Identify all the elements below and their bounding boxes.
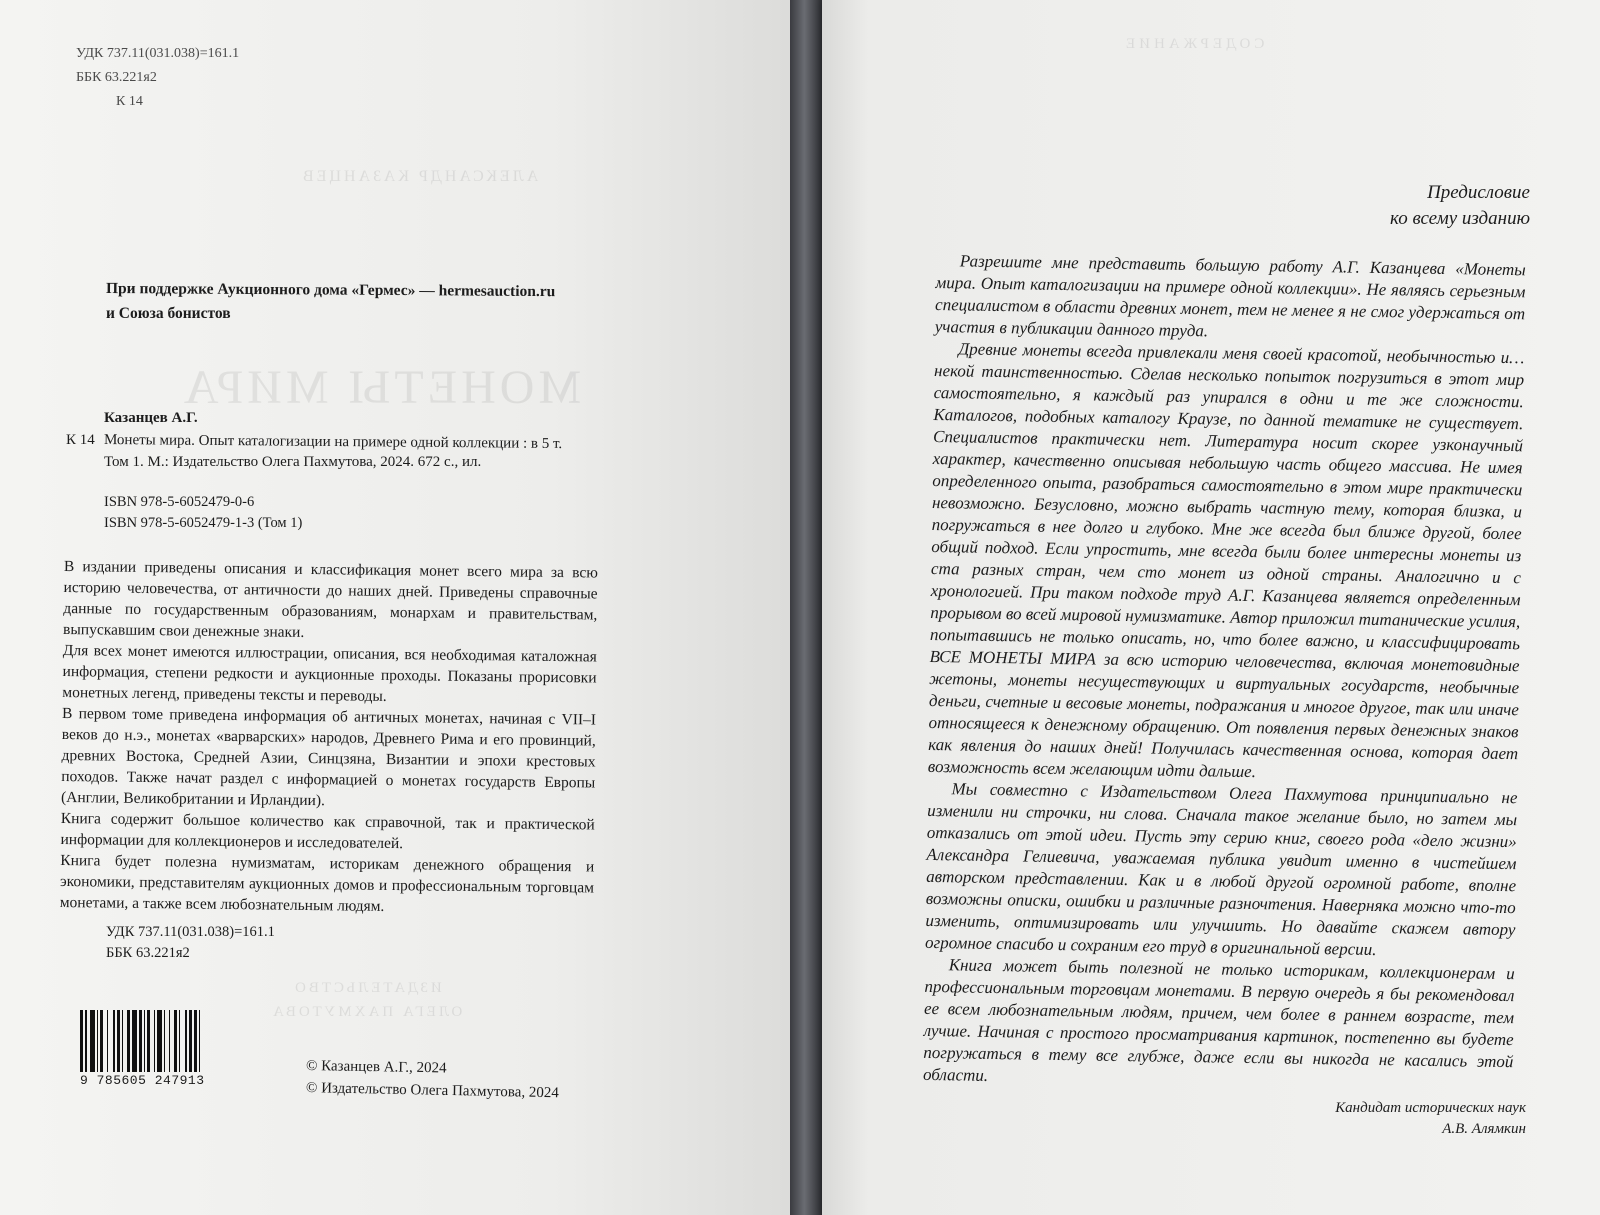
annotation — [60, 556, 598, 919]
copyright-1: © Казанцев А.Г., 2024 — [305, 1058, 447, 1077]
author: Казанцев А.Г. — [104, 410, 198, 426]
heading-line-2: ко всему изданию — [1390, 208, 1530, 229]
isbn-1: ISBN 978-5-6052479-0-6 — [104, 494, 255, 510]
udk-bottom: УДК 737.11(031.038)=161.1 — [106, 924, 275, 940]
preface-paragraph: Разрешите мне представить большую работу А.Г. Казанцева «Монеты мира. Опыт каталогизации на примере одной коллекции». Не являясь серьезным специалистом в области древних монет, тем не менее я не смог удержаться от участия в публикации данного труда. — [934, 251, 1526, 341]
heading-line-1: Предисловие — [1427, 182, 1530, 203]
right-page — [822, 0, 1600, 1215]
preface-paragraph: Древние монеты всегда привлекали меня своей красотой, необычностью и… некой таинственностью. Сделав несколько попыток погрузиться в этот мир самостоятельно, я каждый раз упирался в одни и те же сложности. Каталогов, подобных каталогу Краузе, по данной тематике не существует. Специалистов практически нет. Литература носит скорее узконаучный характер, качественно описывая небольшую часть общего массива. Не имея определенного опыта, разобраться самостоятельно в этом мире практически невозможно. Безусловно, можно выбрать частную тему, которая близка, и погружаться в нее долго и глубоко. Мне же всегда был ближе другой, более общий подход. Если упростить, мне всегда были более интересны монеты из ста разных стран, чем сто монет из одной страны. Аналогично и с хронологией. При таком подходе труд А.Г. Казанцева является определенным прорывом во всей мировой нумизматике. Автор приложил титанические усилия, попытавшись не только описать, но, что более важно, и классифицировать ВСЕ МОНЕТЫ МИРА за всю историю человечества, включая монетовидные жетоны, монеты несуществующих и виртуальных государств, необычные деньги, счетные и весовые монеты, подражания и многое другое, так или иначе относящееся к денежному обращению. От появления первых денежных знаков как явления до наших дней! Получилась качественная основа, которая дает возможность всем желающим идти дальше. — [927, 339, 1525, 782]
annotation-paragraph: В первом томе приведена информация об античных монетах, начиная с VII–I веков до н.э., монетах «варварских» народов, Древнего Рима и его провинций, древних Востока, Средней Азии, Синцзяна, Византии и эпохи крестовых походов. Также начат раздел с информацией о монетах государств Европы (Англии, Великобритании и Ирландии). — [60, 704, 597, 810]
copyright-2: © Издательство Олега Пахмутова, 2024 — [305, 1080, 560, 1102]
ghost-author: АЛЕКСАНДР КАЗАНЦЕВ — [300, 168, 539, 185]
support-line-1: При поддержке Аукционного дома «Гермес» — hermesauction.ru — [105, 280, 556, 301]
signature-title: Кандидат исторических наук — [1335, 1100, 1526, 1116]
ghost-publisher-2: ОЛЕГА ПАХМУТОВА — [270, 1004, 463, 1020]
bbk-bottom: ББК 63.221я2 — [106, 945, 190, 961]
book-spine — [790, 0, 822, 1215]
barcode — [80, 1010, 204, 1072]
annotation-paragraph: Для всех монет имеются иллюстрации, описания, вся необходимая каталожная информация, степени редкости и аукционные проходы. Показаны прорисовки монетных легенд, приведены тексты и переводы. — [62, 641, 597, 705]
preface-paragraph: Книга может быть полезной не только историкам, коллекционерам и профессиональным торговцам монетами. В первую очередь я бы рекомендовал ее всем любознательным людям, причем, чем более в раннем возрасте, тем лучше. Начиная с простого просматривания картинок, постепенно вы будете погружаться в тему все глубже, даже если вы никогда не касались этой области. — [922, 955, 1515, 1085]
left-page — [0, 0, 790, 1215]
preface-heading — [1390, 180, 1530, 232]
biblio-line-2: Том 1. М.: Издательство Олега Пахмутова, 2024. 672 с., ил. — [104, 454, 482, 470]
k-top: К 14 — [116, 94, 143, 109]
annotation-paragraph: В издании приведены описания и классификация монет всего мира за всю историю человечества, от античности до наших дней. Приведены справочные данные по государственным образованиям, монархам и правительствам, выпускавшим свои денежные знаки. — [62, 557, 598, 641]
barcode-bar — [200, 1010, 203, 1072]
annotation-paragraph: Книга содержит большое количество как справочной, так и практической информации для коллекционеров и исследователей. — [60, 809, 595, 853]
support-line-2: и Союза бонистов — [106, 305, 231, 322]
signature — [1335, 1098, 1526, 1140]
k-code: К 14 — [66, 432, 95, 448]
ghost-title: МОНЕТЫ МИРА — [180, 361, 582, 414]
preface-paragraph: Мы совместно с Издательством Олега Пахмутова принципиально не изменили ни строчки, ни слова. Сначала такое желание было, но затем мы отказались от этой идеи. Пусть эту серию книг, своего рода «дело жизни» Александра Гелиевича, уважаемая публика увидит именно в чистейшем авторском представлении. Как и в любой другой огромной работе, вполне возможны описки, ошибки и различные разночтения. Наверняка можно что-то изменить, оптимизировать или улучшить. Но давайте скажем автору огромное спасибо и сохраним его труд в оригинальной версии. — [924, 779, 1518, 960]
biblio-line-1: Монеты мира. Опыт каталогизации на примере одной коллекции : в 5 т. — [103, 432, 563, 452]
barcode-digits: 9 785605 247913 — [80, 1073, 205, 1088]
udk-top: УДК 737.11(031.038)=161.1 — [76, 46, 240, 61]
annotation-paragraph: Книга будет полезна нумизматам, историкам денежного обращения и экономики, представителям аукционных домов и профессиональным торговцам монетами, а также всем любознательным людям. — [59, 851, 595, 915]
ghost-header: СОДЕРЖАНИЕ — [1122, 36, 1265, 52]
ghost-publisher-1: ИЗДАТЕЛЬСТВО — [292, 980, 442, 996]
preface-body — [923, 250, 1526, 1095]
isbn-2: ISBN 978-5-6052479-1-3 (Том 1) — [104, 515, 303, 531]
signature-name: А.В. Алямкин — [1442, 1121, 1526, 1137]
bbk-top: ББК 63.221я2 — [76, 70, 157, 85]
